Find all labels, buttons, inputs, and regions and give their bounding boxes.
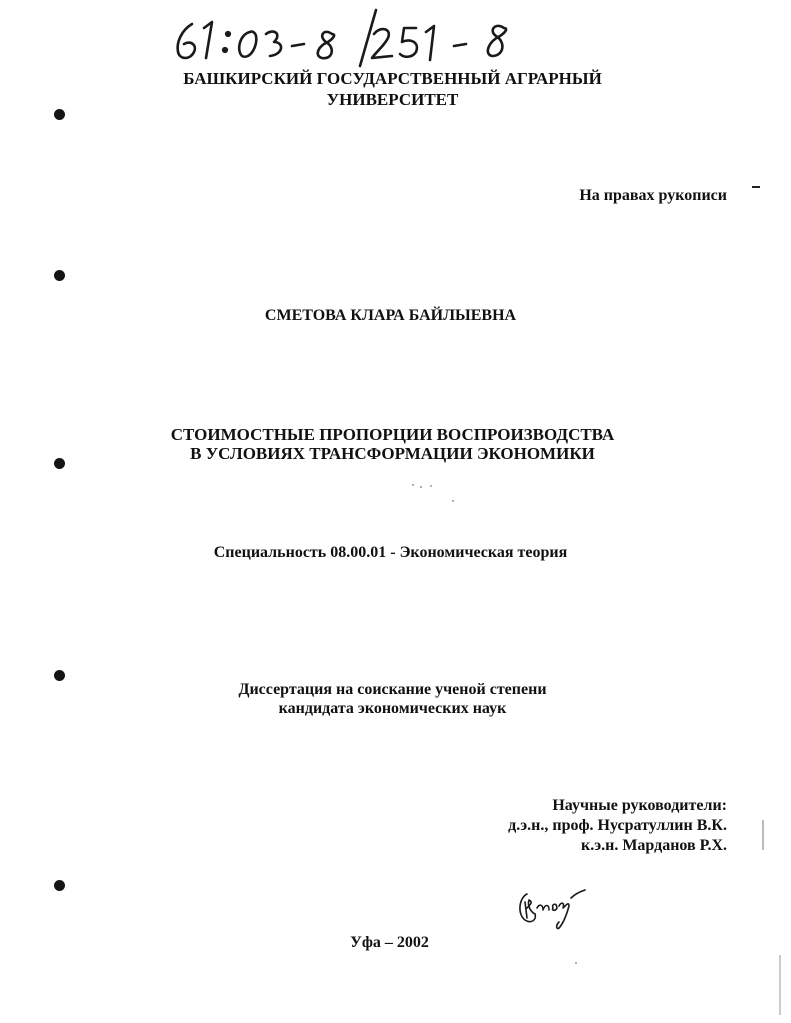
supervisors-heading: Научные руководители: bbox=[552, 797, 727, 814]
degree-line1: Диссертация на соискание ученой степени bbox=[238, 681, 547, 698]
scan-edge-mark bbox=[779, 955, 781, 1015]
scan-edge-mark bbox=[752, 186, 760, 188]
university-name-line1: БАШКИРСКИЙ ГОСУДАРСТВЕННЫЙ АГРАРНЫЙ bbox=[183, 69, 602, 88]
supervisors-block bbox=[508, 796, 727, 856]
scan-speck bbox=[412, 484, 414, 486]
city-year: Уфа – 2002 bbox=[350, 934, 429, 951]
author-name: СМЕТОВА КЛАРА БАЙЛЫЕВНА bbox=[264, 307, 517, 324]
dissertation-title-line2: В УСЛОВИЯХ ТРАНСФОРМАЦИИ ЭКОНОМИКИ bbox=[190, 444, 595, 463]
handwritten-signature bbox=[515, 880, 595, 932]
punch-hole bbox=[54, 880, 65, 891]
supervisor-first: д.э.н., проф. Нусратуллин В.К. bbox=[508, 817, 727, 834]
dissertation-title-line1: СТОИМОСТНЫЕ ПРОПОРЦИИ ВОСПРОИЗВОДСТВА bbox=[170, 425, 615, 444]
scan-speck bbox=[575, 962, 577, 964]
specialty-line: Специальность 08.00.01 - Экономическая теория bbox=[213, 544, 568, 561]
supervisor-second: к.э.н. Марданов Р.Х. bbox=[580, 837, 727, 854]
scan-speck bbox=[430, 485, 432, 487]
handwritten-catalog-code bbox=[170, 6, 550, 70]
university-name-line2: УНИВЕРСИТЕТ bbox=[326, 90, 459, 109]
punch-hole bbox=[54, 270, 65, 281]
scan-speck bbox=[420, 486, 422, 488]
scan-edge-mark bbox=[762, 820, 764, 850]
degree-line2: кандидата экономических наук bbox=[278, 700, 507, 717]
scan-speck bbox=[452, 500, 454, 502]
manuscript-rights-note: На правах рукописи bbox=[579, 187, 727, 204]
